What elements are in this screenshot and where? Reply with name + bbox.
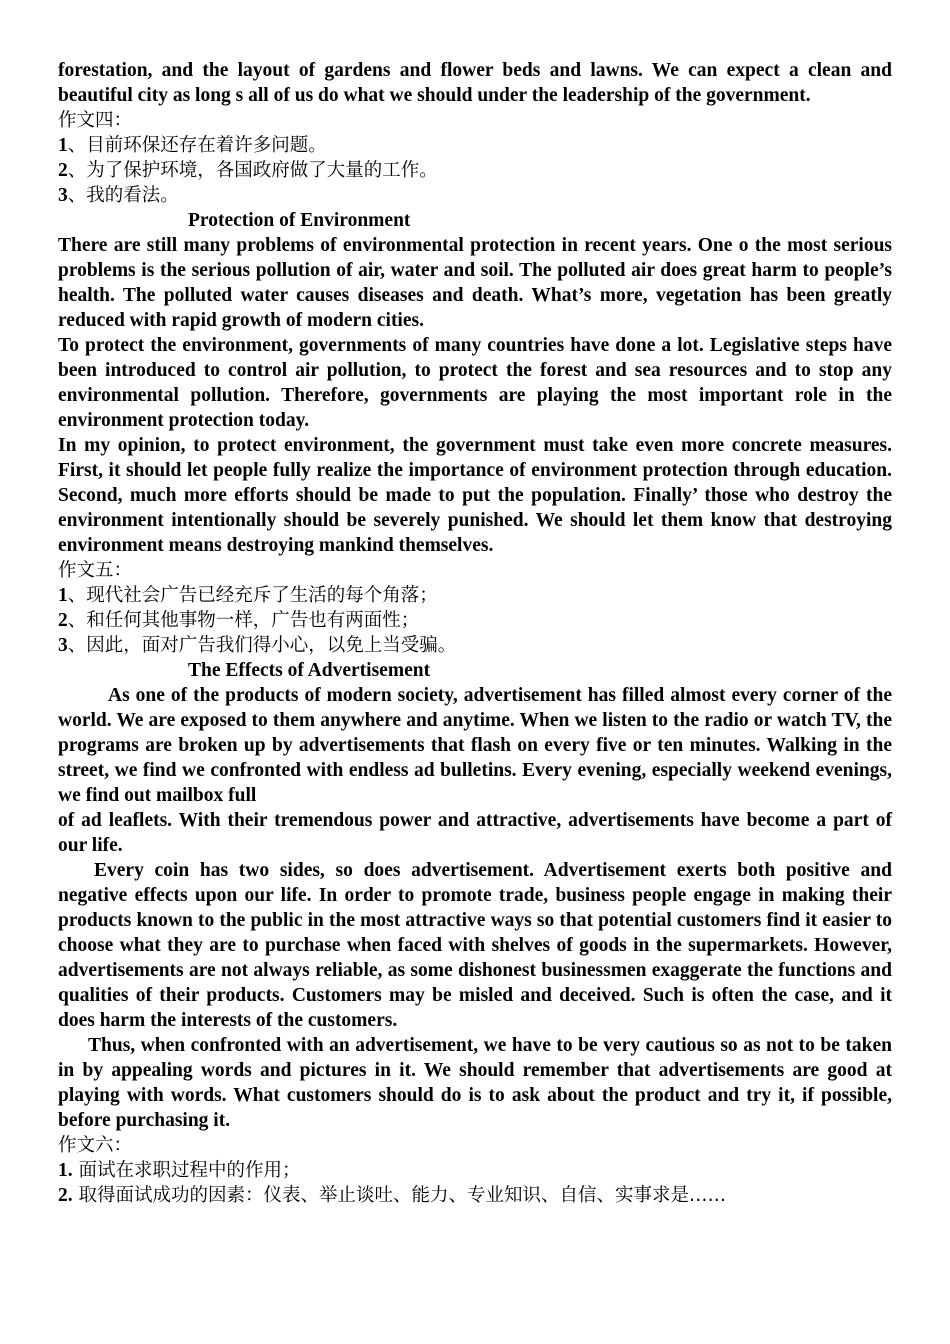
essay-6: [58, 1133, 892, 1208]
essay4-paragraph-1: There are still many problems of environmental protection in recent years. One o the most serious problems is the serious pollution of air, water and soil. The polluted air does great harm to people’s health. The polluted water causes diseases and death. What’s more, vegetation has been greatly reduced with rapid growth of modern cities.: [58, 235, 892, 331]
essay4-point-2: 2、为了保护环境，各国政府做了大量的工作。: [58, 160, 438, 181]
essay5-heading: 作文五：: [58, 560, 133, 581]
essay4-title: Protection of Environment: [188, 210, 411, 231]
essay6-heading: 作文六：: [58, 1135, 133, 1156]
essay5-point-2: 2、和任何其他事物一样，广告也有两面性；: [58, 610, 420, 631]
essay6-point-1: 1. 面试在求职过程中的作用；: [58, 1160, 301, 1181]
essay5-paragraph-1b: of ad leaflets. With their tremendous power and attractive, advertisements have become a part of our life.: [58, 810, 892, 856]
essay-4: [58, 108, 892, 558]
essay5-title: The Effects of Advertisement: [188, 660, 431, 681]
intro-paragraph: forestation, and the layout of gardens and flower beds and lawns. We can expect a clean and beautiful city as long s all of us do what we should under the leadership of the government.: [58, 60, 892, 106]
essay5-point-3: 3、因此，面对广告我们得小心，以免上当受骗。: [58, 635, 457, 656]
essay5-paragraph-2: Every coin has two sides, so does advertisement. Advertisement exerts both positive and negative effects upon our life. In order to promote trade, business people engage in making their products known to the public in the most attractive ways so that potential customers find it easier to choose what they are to purchase when faced with shelves of goods in the supermarkets. However, advertisements are not always reliable, as some dishonest businessmen exaggerate the functions and qualities of their products. Customers may be misled and deceived. Such is often the case, and it does harm the interests of the customers.: [58, 860, 892, 1031]
essay4-point-3: 3、我的看法。: [58, 185, 179, 206]
essay6-point-2: 2. 取得面试成功的因素：仪表、举止谈吐、能力、专业知识、自信、实事求是……: [58, 1185, 727, 1206]
essay5-paragraph-1a: As one of the products of modern society, advertisement has filled almost every corner of the world. We are exposed to them anywhere and anytime. When we listen to the radio or watch TV, the programs are broken up by advertisements that flash on every five or ten minutes. Walking in the street, we find we confronted with endless ad bulletins. Every evening, especially weekend evenings, we find out mailbox full: [58, 685, 892, 806]
essay5-point-1: 1、现代社会广告已经充斥了生活的每个角落；: [58, 585, 438, 606]
essay4-heading: 作文四：: [58, 110, 133, 131]
essay4-paragraph-3: In my opinion, to protect environment, the government must take even more concrete measures. First, it should let people fully realize the importance of environment protection through education. Second, much more efforts should be made to put the population. Finally’ those who destroy the environment intentionally should be severely punished. We should let them know that destroying environment means destroying mankind themselves.: [58, 435, 892, 556]
essay-5: [58, 558, 892, 1133]
essay4-point-1: 1、目前环保还存在着许多问题。: [58, 135, 327, 156]
essay5-paragraph-3: Thus, when confronted with an advertisement, we have to be very cautious so as not to be taken in by appealing words and pictures in it. We should remember that advertisements are good at playing with words. What customers should do is to ask about the product and try it, if possible, before purchasing it.: [58, 1035, 892, 1131]
essay4-paragraph-2: To protect the environment, governments of many countries have done a lot. Legislative steps have been introduced to control air pollution, to protect the forest and sea resources and to stop any environmental pollution. Therefore, governments are playing the most important role in the environment protection today.: [58, 335, 892, 431]
